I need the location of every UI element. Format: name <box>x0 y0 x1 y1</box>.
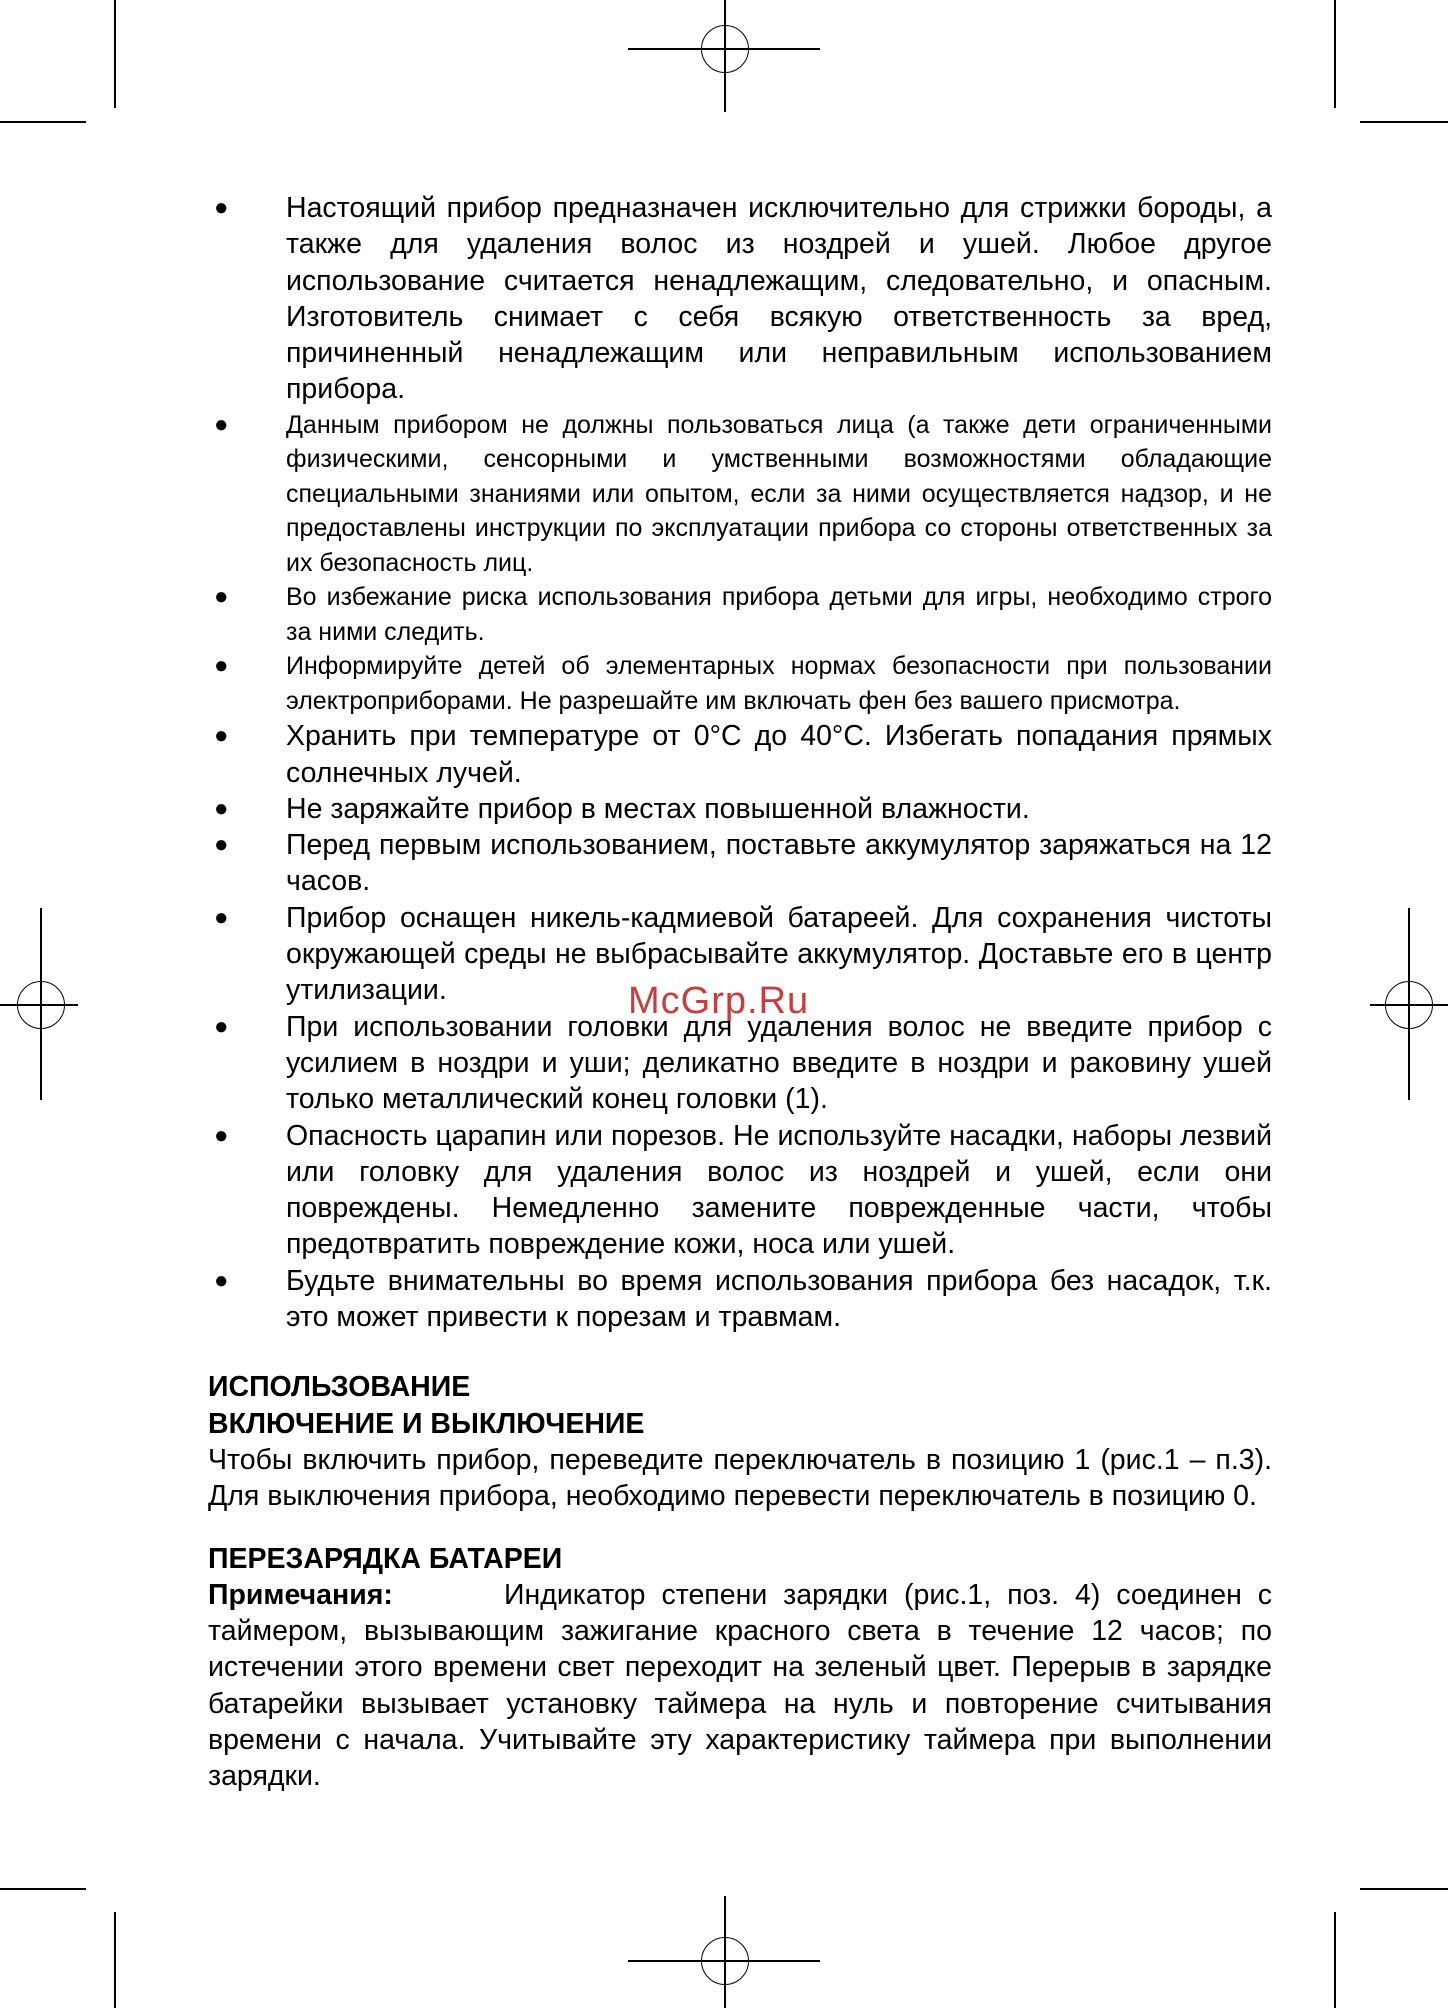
registration-target-bottom-circle <box>701 1937 749 1985</box>
charging-heading: ПЕРЕЗАРЯДКА БАТАРЕИ <box>208 1542 563 1575</box>
bullet-icon: ● <box>214 1012 229 1040</box>
list-item: ● Опасность царапин или порезов. Не используйте насадки, наборы лезвий или головку для удаления волос из ноздрей и ушей, если они повреждены. Немедленно замените поврежденные части, чтобы предотвратить повреждение кожи, носа или ушей. <box>214 1119 1272 1261</box>
bullet-icon: ● <box>214 410 229 438</box>
registration-target-right-circle <box>1385 981 1433 1029</box>
bullet-icon: ● <box>214 1121 229 1149</box>
bullet-icon: ● <box>214 583 229 611</box>
crop-mark-top-left-vertical <box>114 0 116 108</box>
crop-mark-bottom-left-horizontal <box>0 1888 86 1890</box>
list-item: ● Хранить при температуре от 0°С до 40°С. Избегать попадания прямых солнечных лучей. <box>214 720 1272 789</box>
on-off-paragraph: Чтобы включить прибор, переведите переключатель в позицию 1 (рис.1 – п.3). Для выключения прибора, необходимо перевести переключатель в позицию 0. <box>208 1443 1272 1513</box>
watermark: McGrp.Ru <box>628 980 810 1022</box>
bullet-icon: ● <box>214 652 229 680</box>
list-item: ● Данным прибором не должны пользоваться лица (а также дети ограниченными физическими, сенсорными и умственными возможностями обладающие специальными знаниями или опытом, если за ними осуществляется надзор, и не предоставлены инструкции по эксплуатации прибора со стороны ответственных за их безопасность лиц. <box>208 408 1272 581</box>
usage-heading: ИСПОЛЬЗОВАНИЕ <box>208 1371 471 1404</box>
list-item: ● Во избежание риска использования прибора детьми для игры, необходимо строго за ними следить. <box>208 580 1272 649</box>
bullet-icon: ● <box>214 1266 229 1294</box>
list-item: ● Будьте внимательны во время использования прибора без насадок, т.к. это может привести к порезам и травмам. <box>214 1264 1272 1334</box>
registration-target-left-circle <box>17 981 65 1029</box>
list-item: ● Прибор оснащен никель-кадмиевой батареей. Для сохранения чистоты окружающей среды не выбрасывайте аккумулятор. Доставьте его в центр утилизации. <box>214 901 1272 1007</box>
note-label: Примечания: <box>208 1578 393 1611</box>
crop-mark-top-right-horizontal <box>1360 121 1448 123</box>
bullet-icon: ● <box>214 194 229 221</box>
list-item: ● Не заряжайте прибор в местах повышенной влажности. <box>214 792 1030 825</box>
crop-mark-bottom-left-vertical <box>114 1912 116 2008</box>
list-item: ● Информируйте детей об элементарных нормах безопасности при пользовании электроприборами. Не разрешайте им включать фен без вашего присмотра. <box>208 649 1272 718</box>
crop-mark-top-left-horizontal <box>0 121 86 123</box>
list-item: ● Настоящий прибор предназначен исключительно для стрижки бороды, а также для удаления волос из ноздрей и ушей. Любое другое использование считается ненадлежащим, следовательно, и опасным. Изготовитель снимает с себя всякую ответственность за вред, причиненный ненадлежащим или неправильным использованием прибора. <box>214 192 1272 406</box>
charging-note-paragraph <box>208 1577 1272 1795</box>
crop-mark-bottom-right-horizontal <box>1360 1888 1448 1890</box>
bullet-icon: ● <box>214 903 229 931</box>
safety-bullet-list <box>208 190 1272 1335</box>
bullet-icon: ● <box>214 831 229 859</box>
list-item: ● При использовании головки для удаления волос не введите прибор с усилием в ноздри и уши; деликатно введите в ноздри и раковину ушей только металлический конец головки (1). <box>214 1010 1272 1116</box>
registration-target-top-circle <box>701 25 749 73</box>
bullet-icon: ● <box>214 722 229 750</box>
on-off-heading: ВКЛЮЧЕНИЕ И ВЫКЛЮЧЕНИЕ <box>208 1407 645 1440</box>
bullet-icon: ● <box>214 794 229 822</box>
note-text: Индикатор степени зарядки (рис.1, поз. 4) соединен с таймером, вызывающим зажигание красного света в течение 12 часов; по истечении этого времени свет переходит на зеленый цвет. Перерыв в зарядке батарейки вызывает установку таймера на нуль и повторение считывания времени с начала. Учитывайте эту характеристику таймера при выполнении зарядки. <box>208 1578 1272 1793</box>
list-item: ● Перед первым использованием, поставьте аккумулятор заряжаться на 12 часов. <box>214 829 1272 898</box>
crop-mark-top-right-vertical <box>1334 0 1336 108</box>
crop-mark-bottom-right-vertical <box>1334 1912 1336 2008</box>
